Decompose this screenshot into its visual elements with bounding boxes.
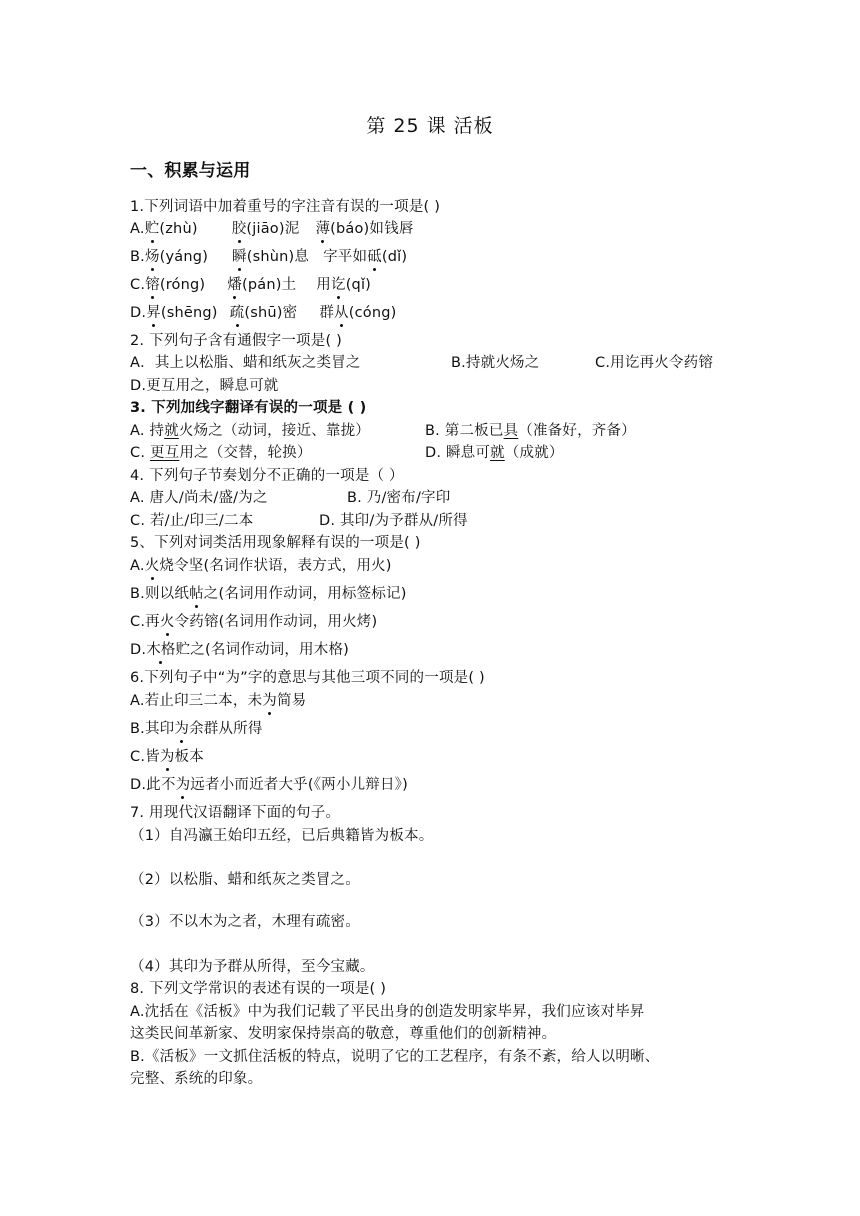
translation-item-2: （2）以松脂、蜡和纸灰之类冒之。 bbox=[130, 872, 360, 888]
question-5-option-c: C.再火令药镕(名词用作动词，用火烤) bbox=[130, 614, 378, 630]
question-3-stem: 3. 下列加线字翻译有误的一项是 ( ) bbox=[130, 400, 367, 416]
question-3-option-d: D. 瞬息可就（成就） bbox=[425, 445, 564, 461]
question-8-stem: 8. 下列文学常识的表述有误的一项是( ) bbox=[130, 981, 387, 997]
question-1-option-b: B.炀(yáng) 瞬(shùn)息 字平如砥(dǐ) bbox=[130, 249, 408, 265]
translation-item-1: （1）自冯瀛王始印五经，已后典籍皆为板本。 bbox=[130, 828, 434, 844]
question-5-option-d: D.木格贮之(名词作动词，用木格) bbox=[130, 642, 350, 658]
question-3-option-b: B. 第二板已具（准备好，齐备） bbox=[425, 423, 636, 439]
question-1-option-d: D.昇(shēng) 疏(shū)密 群从(cóng) bbox=[130, 305, 397, 321]
question-1-option-a: A.贮(zhù) 胶(jiāo)泥 薄(báo)如钱唇 bbox=[130, 221, 414, 237]
question-8-option-b-line2: 完整、系统的印象。 bbox=[130, 1071, 263, 1087]
question-6-option-a: A.若止印三二本，未为简易 bbox=[130, 693, 307, 709]
translation-item-3: （3）不以木为之者，木理有疏密。 bbox=[130, 914, 360, 930]
question-2-option-d: D.更互用之，瞬息可就 bbox=[130, 378, 279, 394]
question-6-option-d: D.此不为远者小而近者大乎(《两小儿辩日》) bbox=[130, 777, 408, 793]
question-1-stem: 1.下列词语中加着重号的字注音有误的一项是( ) bbox=[130, 199, 441, 215]
question-1-option-c: C.镕(róng) 燔(pán)土 用讫(qǐ) bbox=[130, 277, 372, 293]
question-7-stem: 7. 用现代汉语翻译下面的句子。 bbox=[130, 805, 341, 821]
question-6-option-c: C.皆为板本 bbox=[130, 749, 204, 765]
question-8-option-a-line1: A.沈括在《活板》中为我们记载了平民出身的创造发明家毕昇，我们应该对毕昇 bbox=[130, 1004, 645, 1020]
question-4-option-c: C. 若/止/印三/二本 bbox=[130, 513, 254, 529]
question-5-option-a: A.火烧令坚(名词作状语，表方式，用火) bbox=[130, 558, 392, 574]
question-2-stem: 2. 下列句子含有通假字一项是( ) bbox=[130, 333, 342, 349]
question-2-option-b: B.持就火炀之 bbox=[451, 355, 540, 371]
question-4-option-a: A. 唐人/尚未/盛/为之 bbox=[130, 490, 268, 506]
question-6-option-b: B.其印为余群从所得 bbox=[130, 721, 263, 737]
translation-item-4: （4）其印为予群从所得，至今宝藏。 bbox=[130, 959, 375, 975]
question-4-option-d: D. 其印/为予群从/所得 bbox=[319, 513, 468, 529]
question-8-option-a-line2: 这类民间革新家、发明家保持崇高的敬意，尊重他们的创新精神。 bbox=[130, 1026, 557, 1042]
question-2-option-c: C.用讫再火令药镕 bbox=[595, 355, 714, 371]
question-4-stem: 4. 下列句子节奏划分不正确的一项是（ ） bbox=[130, 468, 404, 484]
question-5-stem: 5、下列对词类活用现象解释有误的一项是( ) bbox=[130, 535, 421, 551]
section-heading: 一、积累与运用 bbox=[130, 161, 251, 181]
question-6-stem: 6.下列句子中“为”字的意思与其他三项不同的一项是( ) bbox=[130, 670, 485, 686]
question-3-option-a: A. 持就火炀之（动词，接近、靠拢） bbox=[130, 423, 370, 439]
question-3-option-c: C. 更互用之（交替，轮换） bbox=[130, 445, 312, 461]
page-title: 第 25 课 活板 bbox=[366, 115, 494, 137]
question-8-option-b-line1: B.《活板》一文抓住活板的特点，说明了它的工艺程序，有条不紊，给人以明晰、 bbox=[130, 1049, 660, 1065]
question-5-option-b: B.则以纸帖之(名词用作动词，用标签标记) bbox=[130, 586, 407, 602]
question-2-option-a: A．其上以松脂、蜡和纸灰之类冒之 bbox=[130, 355, 361, 371]
question-4-option-b: B. 乃/密布/字印 bbox=[347, 490, 451, 506]
